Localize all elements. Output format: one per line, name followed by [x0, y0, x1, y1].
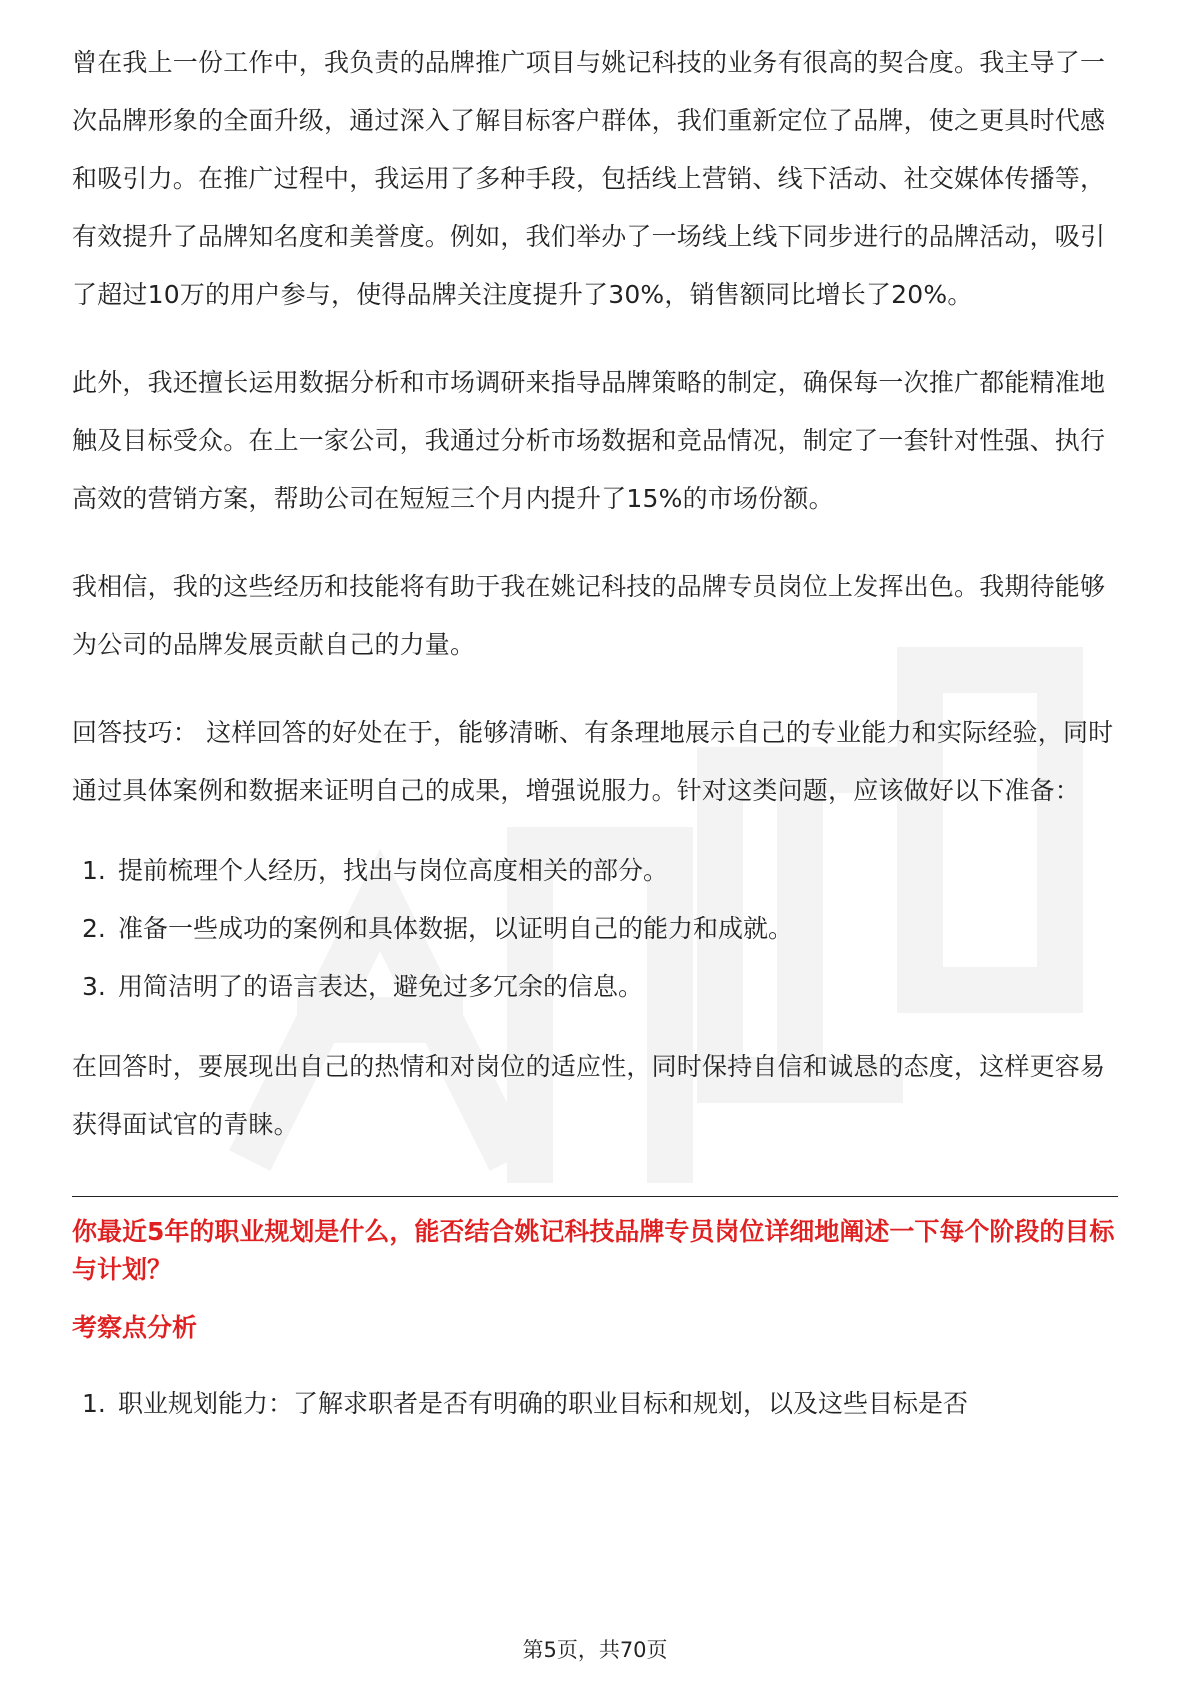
list-item — [72, 1375, 1118, 1433]
list-text: 职业规划能力：了解求职者是否有明确的职业目标和规划，以及这些目标是否 — [118, 1389, 969, 1418]
page-footer: 第5页，共70页 — [522, 1638, 668, 1662]
list-number: 3. — [82, 972, 106, 1001]
paragraph-closing: 在回答时，要展现出自己的热情和对岗位的适应性，同时保持自信和诚恳的态度，这样更容易获得面试官的青睐。 — [72, 1052, 1106, 1139]
paragraph-answer-tips: 回答技巧： 这样回答的好处在于，能够清晰、有条理地展示自己的专业能力和实际经验，同时通过具体案例和数据来证明自己的成果，增强说服力。针对这类问题，应该做好以下准备： — [72, 718, 1114, 805]
section-divider — [72, 1196, 1118, 1197]
question-heading: 你最近5年的职业规划是什么，能否结合姚记科技品牌专员岗位详细地阐述一下每个阶段的目标与计划？ — [72, 1217, 1115, 1284]
list-number: 1. — [82, 856, 106, 885]
list-item — [72, 958, 1118, 1016]
tips-list — [72, 842, 1118, 1016]
page-content — [72, 34, 1118, 1433]
paragraph-experience: 曾在我上一份工作中，我负责的品牌推广项目与姚记科技的业务有很高的契合度。我主导了一次品牌形象的全面升级，通过深入了解目标客户群体，我们重新定位了品牌，使之更具时代感和吸引力。在推广过程中，我运用了多种手段，包括线上营销、线下活动、社交媒体传播等，有效提升了品牌知名度和美誉度。例如，我们举办了一场线上线下同步进行的品牌活动，吸引了超过10万的用户参与，使得品牌关注度提升了30%，销售额同比增长了20%。 — [72, 48, 1106, 309]
list-text: 提前梳理个人经历，找出与岗位高度相关的部分。 — [118, 856, 669, 885]
list-number: 2. — [82, 914, 106, 943]
paragraph-data-analysis: 此外，我还擅长运用数据分析和市场调研来指导品牌策略的制定，确保每一次推广都能精准地触及目标受众。在上一家公司，我通过分析市场数据和竞品情况，制定了一套针对性强、执行高效的营销方案，帮助公司在短短三个月内提升了15%的市场份额。 — [72, 368, 1106, 513]
list-text: 准备一些成功的案例和具体数据，以证明自己的能力和成就。 — [118, 914, 794, 943]
analysis-title: 考察点分析 — [72, 1313, 198, 1342]
list-number: 1. — [82, 1389, 106, 1418]
paragraph-belief: 我相信，我的这些经历和技能将有助于我在姚记科技的品牌专员岗位上发挥出色。我期待能够为公司的品牌发展贡献自己的力量。 — [72, 572, 1106, 659]
list-item — [72, 900, 1118, 958]
list-text: 用简洁明了的语言表达，避免过多冗余的信息。 — [118, 972, 644, 1001]
list-item — [72, 842, 1118, 900]
analysis-list — [72, 1375, 1118, 1433]
